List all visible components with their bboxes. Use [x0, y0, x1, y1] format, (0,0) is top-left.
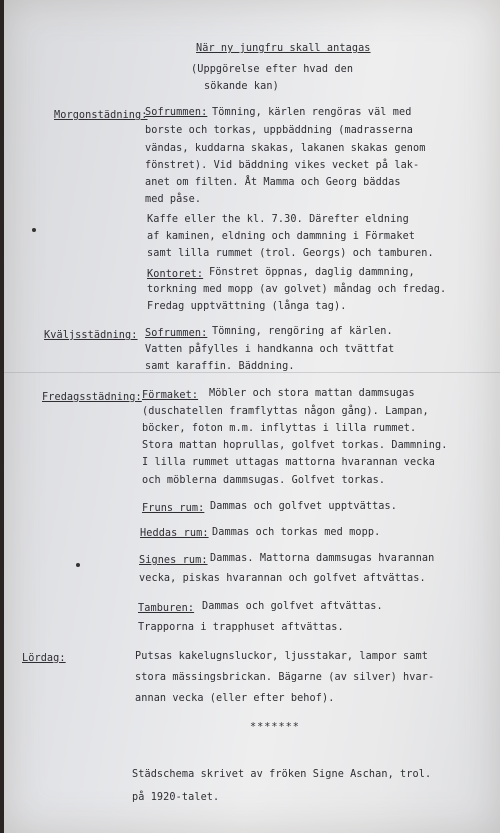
- divider-stars: *******: [250, 722, 300, 733]
- kontor-line-3: Fredag upptvättning (långa tag).: [147, 301, 347, 312]
- subtitle-line-1: (Uppgörelse efter hvad den: [191, 64, 354, 75]
- formak-line-6: och möblerna dammsugas. Golfvet torkas.: [142, 475, 386, 486]
- formak-line-3: böcker, foton m.m. inflyttas i lilla rummet.: [142, 423, 417, 434]
- heading-formaket: Förmaket:: [142, 390, 199, 401]
- subtitle-line-2: sökande kan): [204, 81, 279, 92]
- fruns-text: Dammas och golfvet upptvättas.: [210, 501, 398, 512]
- heading-signes-rum: Signes rum:: [139, 555, 208, 566]
- formak-line-2: (duschatellen framflyttas någon gång). Lampan,: [142, 406, 429, 417]
- lordag-line-1: Putsas kakelugnsluckor, ljusstakar, lampor samt: [135, 651, 428, 662]
- kaffe-line-2: af kaminen, eldning och dammning i Förmaket: [147, 231, 416, 242]
- label-morgonstadning: Morgonstädning:: [54, 110, 148, 121]
- margin-dot: [76, 563, 80, 567]
- heading-fruns-rum: Fruns rum:: [142, 503, 205, 514]
- sofrum-line-3: vändas, kuddarna skakas, lakanen skakas genom: [145, 143, 426, 154]
- heading-kontoret: Kontoret:: [147, 269, 204, 280]
- kontor-line-1: Fönstret öppnas, daglig dammning,: [209, 267, 415, 278]
- formak-line-5: I lilla rummet uttagas mattorna hvarannan vecka: [142, 457, 435, 468]
- footer-line-1: Städschema skrivet av fröken Signe Aschan, trol.: [132, 769, 432, 780]
- signes-line-1: Dammas. Mattorna dammsugas hvarannan: [210, 553, 435, 564]
- footer-line-2: på 1920-talet.: [132, 792, 220, 803]
- label-lordag: Lördag:: [22, 653, 66, 664]
- kvall-line-2: Vatten påfylles i handkanna och tvättfat: [145, 344, 395, 355]
- paper-sheet: [4, 0, 500, 833]
- margin-dot: [32, 228, 36, 232]
- lordag-line-3: annan vecka (eller efter behof).: [135, 693, 335, 704]
- heddas-text: Dammas och torkas med mopp.: [212, 527, 381, 538]
- heading-sofrummen-morgon: Sofrummen:: [145, 107, 208, 118]
- heading-tamburen: Tamburen:: [138, 603, 195, 614]
- sofrum-line-4: fönstret). Vid bäddning vikes vecket på lak-: [145, 160, 420, 171]
- lordag-line-2: stora mässingsbrickan. Bägarne (av silver) hvar-: [135, 672, 435, 683]
- signes-line-2: vecka, piskas hvarannan och golfvet aftvättas.: [139, 573, 426, 584]
- formak-line-1: Möbler och stora mattan dammsugas: [209, 388, 415, 399]
- kvall-line-3: samt karaffin. Bäddning.: [145, 361, 295, 372]
- formak-line-4: Stora mattan hoprullas, golfvet torkas. Dammning.: [142, 440, 448, 451]
- tambur-line-1: Dammas och golfvet aftvättas.: [202, 601, 383, 612]
- kaffe-line-1: Kaffe eller the kl. 7.30. Därefter eldning: [147, 214, 409, 225]
- sofrum-line-5: anet om filten. Åt Mamma och Georg bäddas: [145, 177, 401, 188]
- kontor-line-2: torkning med mopp (av golvet) måndag och fredag.: [147, 284, 447, 295]
- tambur-line-2: Trapporna i trapphuset aftvättas.: [138, 622, 344, 633]
- sofrum-line-6: med påse.: [145, 194, 202, 205]
- sofrum-line-1: Tömning, kärlen rengöras väl med: [212, 107, 412, 118]
- heading-sofrummen-kvall: Sofrummen:: [145, 328, 208, 339]
- sofrum-line-2: borste och torkas, uppbäddning (madrasserna: [145, 125, 414, 136]
- label-fredagsstadning: Fredagsstädning:: [42, 392, 142, 403]
- heading-heddas-rum: Heddas rum:: [140, 528, 209, 539]
- kaffe-line-3: samt lilla rummet (trol. Georgs) och tamburen.: [147, 248, 434, 259]
- kvall-line-1: Tömning, rengöring af kärlen.: [212, 326, 393, 337]
- document-title: När ny jungfru skall antagas: [196, 43, 371, 54]
- label-kvallsstadning: Kväljsstädning:: [44, 330, 138, 341]
